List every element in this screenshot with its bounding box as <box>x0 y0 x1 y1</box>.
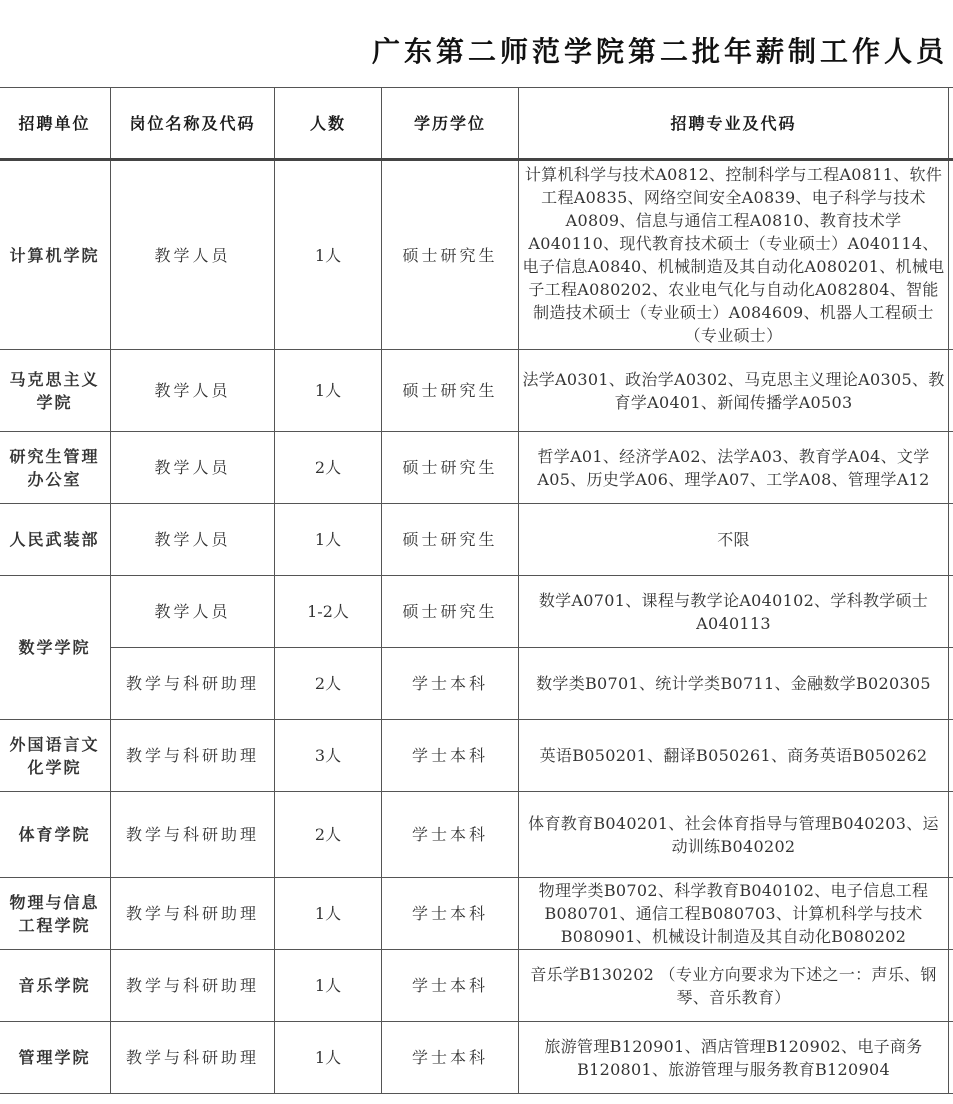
cell-major: 计算机科学与技术A0812、控制科学与工程A0811、软件工程A0835、网络空间安全A0839、电子科学与技术A0809、信息与通信工程A0810、教育技术学A040110、现代教育技术硕士（专业硕士）A040114、电子信息A0840、机械制造及其自动化A080201、机械电子工程A080202、农业电气化与自动化A082804、智能制造技术硕士（专业硕士）A084609、机器人工程硕士（专业硕士） <box>519 160 949 350</box>
cell-major: 哲学A01、经济学A02、法学A03、教育学A04、文学A05、历史学A06、理学A07、工学A08、管理学A12 <box>519 432 949 504</box>
cell-degree: 学士本科 <box>382 950 519 1022</box>
cell-degree: 硕士研究生 <box>382 432 519 504</box>
cell-unit: 马克思主义学院 <box>0 350 111 432</box>
cell-major: 数学A0701、课程与教学论A040102、学科教学硕士A040113 <box>519 576 949 648</box>
cell-unit: 研究生管理办公室 <box>0 432 111 504</box>
cell-position: 教学人员 <box>111 432 275 504</box>
cell-major: 体育教育B040201、社会体育指导与管理B040203、运动训练B040202 <box>519 792 949 878</box>
cell-extra <box>949 504 953 576</box>
cell-degree: 学士本科 <box>382 648 519 720</box>
cell-unit: 计算机学院 <box>0 160 111 350</box>
header-row <box>0 88 953 160</box>
cell-degree: 硕士研究生 <box>382 504 519 576</box>
cell-count: 1-2人 <box>275 576 382 648</box>
cell-count: 1人 <box>275 160 382 350</box>
cell-extra <box>949 648 953 720</box>
cell-extra <box>949 576 953 648</box>
cell-degree: 学士本科 <box>382 720 519 792</box>
cell-position: 教学与科研助理 <box>111 720 275 792</box>
cell-count: 2人 <box>275 792 382 878</box>
cell-position: 教学人员 <box>111 160 275 350</box>
table-row <box>0 878 953 950</box>
table-row <box>0 648 953 720</box>
header-unit: 招聘单位 <box>0 88 111 160</box>
cell-position: 教学人员 <box>111 504 275 576</box>
cell-unit: 外国语言文化学院 <box>0 720 111 792</box>
table-row <box>0 504 953 576</box>
recruitment-table <box>0 87 953 1094</box>
cell-count: 1人 <box>275 950 382 1022</box>
cell-extra <box>949 792 953 878</box>
cell-degree: 学士本科 <box>382 1022 519 1094</box>
cell-unit: 物理与信息工程学院 <box>0 878 111 950</box>
cell-position: 教学与科研助理 <box>111 950 275 1022</box>
cell-degree: 硕士研究生 <box>382 160 519 350</box>
cell-count: 1人 <box>275 878 382 950</box>
table-row <box>0 950 953 1022</box>
cell-extra <box>949 950 953 1022</box>
cell-extra <box>949 350 953 432</box>
cell-count: 3人 <box>275 720 382 792</box>
cell-degree: 硕士研究生 <box>382 350 519 432</box>
cell-degree: 学士本科 <box>382 792 519 878</box>
cell-position: 教学与科研助理 <box>111 1022 275 1094</box>
cell-major: 物理学类B0702、科学教育B040102、电子信息工程B080701、通信工程B080703、计算机科学与技术B080901、机械设计制造及其自动化B080202 <box>519 878 949 950</box>
cell-count: 2人 <box>275 648 382 720</box>
cell-position: 教学与科研助理 <box>111 648 275 720</box>
header-position: 岗位名称及代码 <box>111 88 275 160</box>
cell-degree: 硕士研究生 <box>382 576 519 648</box>
cell-position: 教学与科研助理 <box>111 792 275 878</box>
cell-extra <box>949 432 953 504</box>
cell-unit: 数学学院 <box>0 576 111 720</box>
table-row <box>0 1022 953 1094</box>
header-count: 人数 <box>275 88 382 160</box>
cell-major: 数学类B0701、统计学类B0711、金融数学B020305 <box>519 648 949 720</box>
table-row <box>0 576 953 648</box>
cell-position: 教学人员 <box>111 576 275 648</box>
header-major: 招聘专业及代码 <box>519 88 949 160</box>
cell-position: 教学人员 <box>111 350 275 432</box>
cell-unit: 人民武装部 <box>0 504 111 576</box>
cell-unit: 音乐学院 <box>0 950 111 1022</box>
table-row <box>0 350 953 432</box>
cell-degree: 学士本科 <box>382 878 519 950</box>
cell-major: 音乐学B130202 （专业方向要求为下述之一：声乐、钢琴、音乐教育） <box>519 950 949 1022</box>
cell-count: 1人 <box>275 504 382 576</box>
cell-extra <box>949 720 953 792</box>
cell-extra <box>949 160 953 350</box>
table-row <box>0 432 953 504</box>
cell-major: 英语B050201、翻译B050261、商务英语B050262 <box>519 720 949 792</box>
page-title: 广东第二师范学院第二批年薪制工作人员 <box>372 35 949 68</box>
table-row <box>0 160 953 350</box>
cell-count: 1人 <box>275 1022 382 1094</box>
cell-major: 法学A0301、政治学A0302、马克思主义理论A0305、教育学A0401、新闻传播学A0503 <box>519 350 949 432</box>
cell-major: 旅游管理B120901、酒店管理B120902、电子商务B120801、旅游管理与服务教育B120904 <box>519 1022 949 1094</box>
cell-extra <box>949 1022 953 1094</box>
cell-count: 2人 <box>275 432 382 504</box>
cell-extra <box>949 878 953 950</box>
table-row <box>0 720 953 792</box>
header-degree: 学历学位 <box>382 88 519 160</box>
cell-position: 教学与科研助理 <box>111 878 275 950</box>
cell-count: 1人 <box>275 350 382 432</box>
cell-unit: 管理学院 <box>0 1022 111 1094</box>
cell-unit: 体育学院 <box>0 792 111 878</box>
header-extra <box>949 88 953 160</box>
cell-major: 不限 <box>519 504 949 576</box>
table-row <box>0 792 953 878</box>
